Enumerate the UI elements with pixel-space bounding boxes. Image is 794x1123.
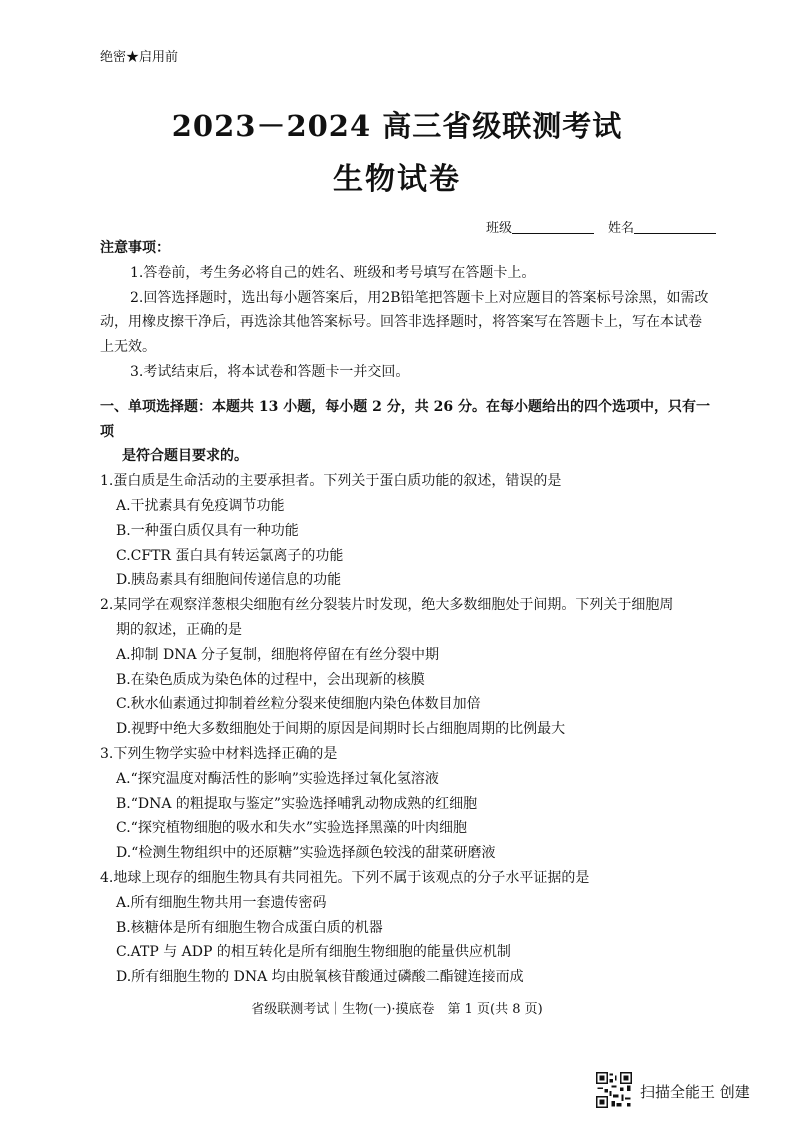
question-3 [100,742,710,866]
question-option: A.“探究温度对酶活性的影响”实验选择过氧化氢溶液 [116,770,439,787]
student-info-row [486,217,716,236]
scanner-text: 扫描全能王 创建 [640,1083,750,1101]
notice-item: 3.考试结束后，将本试卷和答题卡一并交回。 [130,363,410,380]
question-option: B.核糖体是所有细胞生物合成蛋白质的机器 [116,919,383,936]
exam-title: 2023－2024 高三省级联测考试 [171,109,623,143]
secret-mark: 绝密★启用前 [100,50,179,65]
section-heading: 一、单项选择题：本题共 13 小题，每小题 2 分，共 26 分。在每小题给出的四个选项中，只有一项 [100,398,710,440]
page-footer: 省级联测考试｜生物(一)·摸底卷 第 1 页(共 8 页) [251,1002,543,1017]
class-blank [512,221,594,234]
question-option: A.所有细胞生物共用一套遗传密码 [116,894,327,911]
question-1 [100,469,710,593]
question-option: B.在染色质成为染色体的过程中，会出现新的核膜 [116,671,425,688]
question-stem: 4.地球上现存的细胞生物具有共同祖先。下列不属于该观点的分子水平证据的是 [100,869,590,886]
question-option: C.秋水仙素通过抑制着丝粒分裂来使细胞内染色体数目加倍 [116,696,481,713]
notice-item: 1.答卷前，考生务必将自己的姓名、班级和考号填写在答题卡上。 [130,264,536,281]
qr-code-icon [596,1072,632,1108]
exam-content [100,236,710,990]
class-label: 班级 [486,221,513,236]
question-stem: 1.蛋白质是生命活动的主要承担者。下列关于蛋白质功能的叙述，错误的是 [100,473,562,490]
exam-subtitle: 生物试卷 [333,162,461,197]
question-option: A.抑制 DNA 分子复制，细胞将停留在有丝分裂中期 [116,646,440,663]
scanner-watermark [596,1072,776,1112]
question-option: C.CFTR 蛋白具有转运氯离子的功能 [116,547,344,564]
question-option: C.ATP 与 ADP 的相互转化是所有细胞生物细胞的能量供应机制 [116,944,511,961]
question-4 [100,866,710,990]
question-option: D.视野中绝大多数细胞处于间期的原因是间期时长占细胞周期的比例最大 [116,721,566,738]
question-stem: 2.某同学在观察洋葱根尖细胞有丝分裂装片时发现，绝大多数细胞处于间期。下列关于细胞周 [100,597,674,614]
question-option: B.“DNA 的粗提取与鉴定”实验选择哺乳动物成熟的红细胞 [116,795,478,812]
question-2 [100,593,710,742]
question-option: C.“探究植物细胞的吸水和失水”实验选择黑藻的叶肉细胞 [116,820,467,837]
notice-item: 2.回答选择题时，选出每小题答案后，用2B铅笔把答题卡上对应题目的答案标号涂黑，如需改动，用橡皮擦干净后，再选涂其他答案标号。回答非选择题时，将答案写在答题卡上，写在本试卷上无效。 [100,289,709,356]
section-heading-cont: 是符合题目要求的。 [122,448,248,465]
question-stem: 3.下列生物学实验中材料选择正确的是 [100,745,338,762]
notice-heading: 注意事项： [100,240,170,256]
name-blank [634,221,716,234]
name-label: 姓名 [608,221,635,236]
question-option: A.干扰素具有免疫调节功能 [116,497,285,514]
question-option: D.胰岛素具有细胞间传递信息的功能 [116,572,342,589]
question-option: D.所有细胞生物的 DNA 均由脱氧核苷酸通过磷酸二酯键连接而成 [116,969,524,986]
question-option: D.“检测生物组织中的还原糖”实验选择颜色较浅的甜菜研磨液 [116,845,496,862]
question-stem-cont: 期的叙述，正确的是 [116,621,242,638]
question-option: B.一种蛋白质仅具有一种功能 [116,522,299,539]
